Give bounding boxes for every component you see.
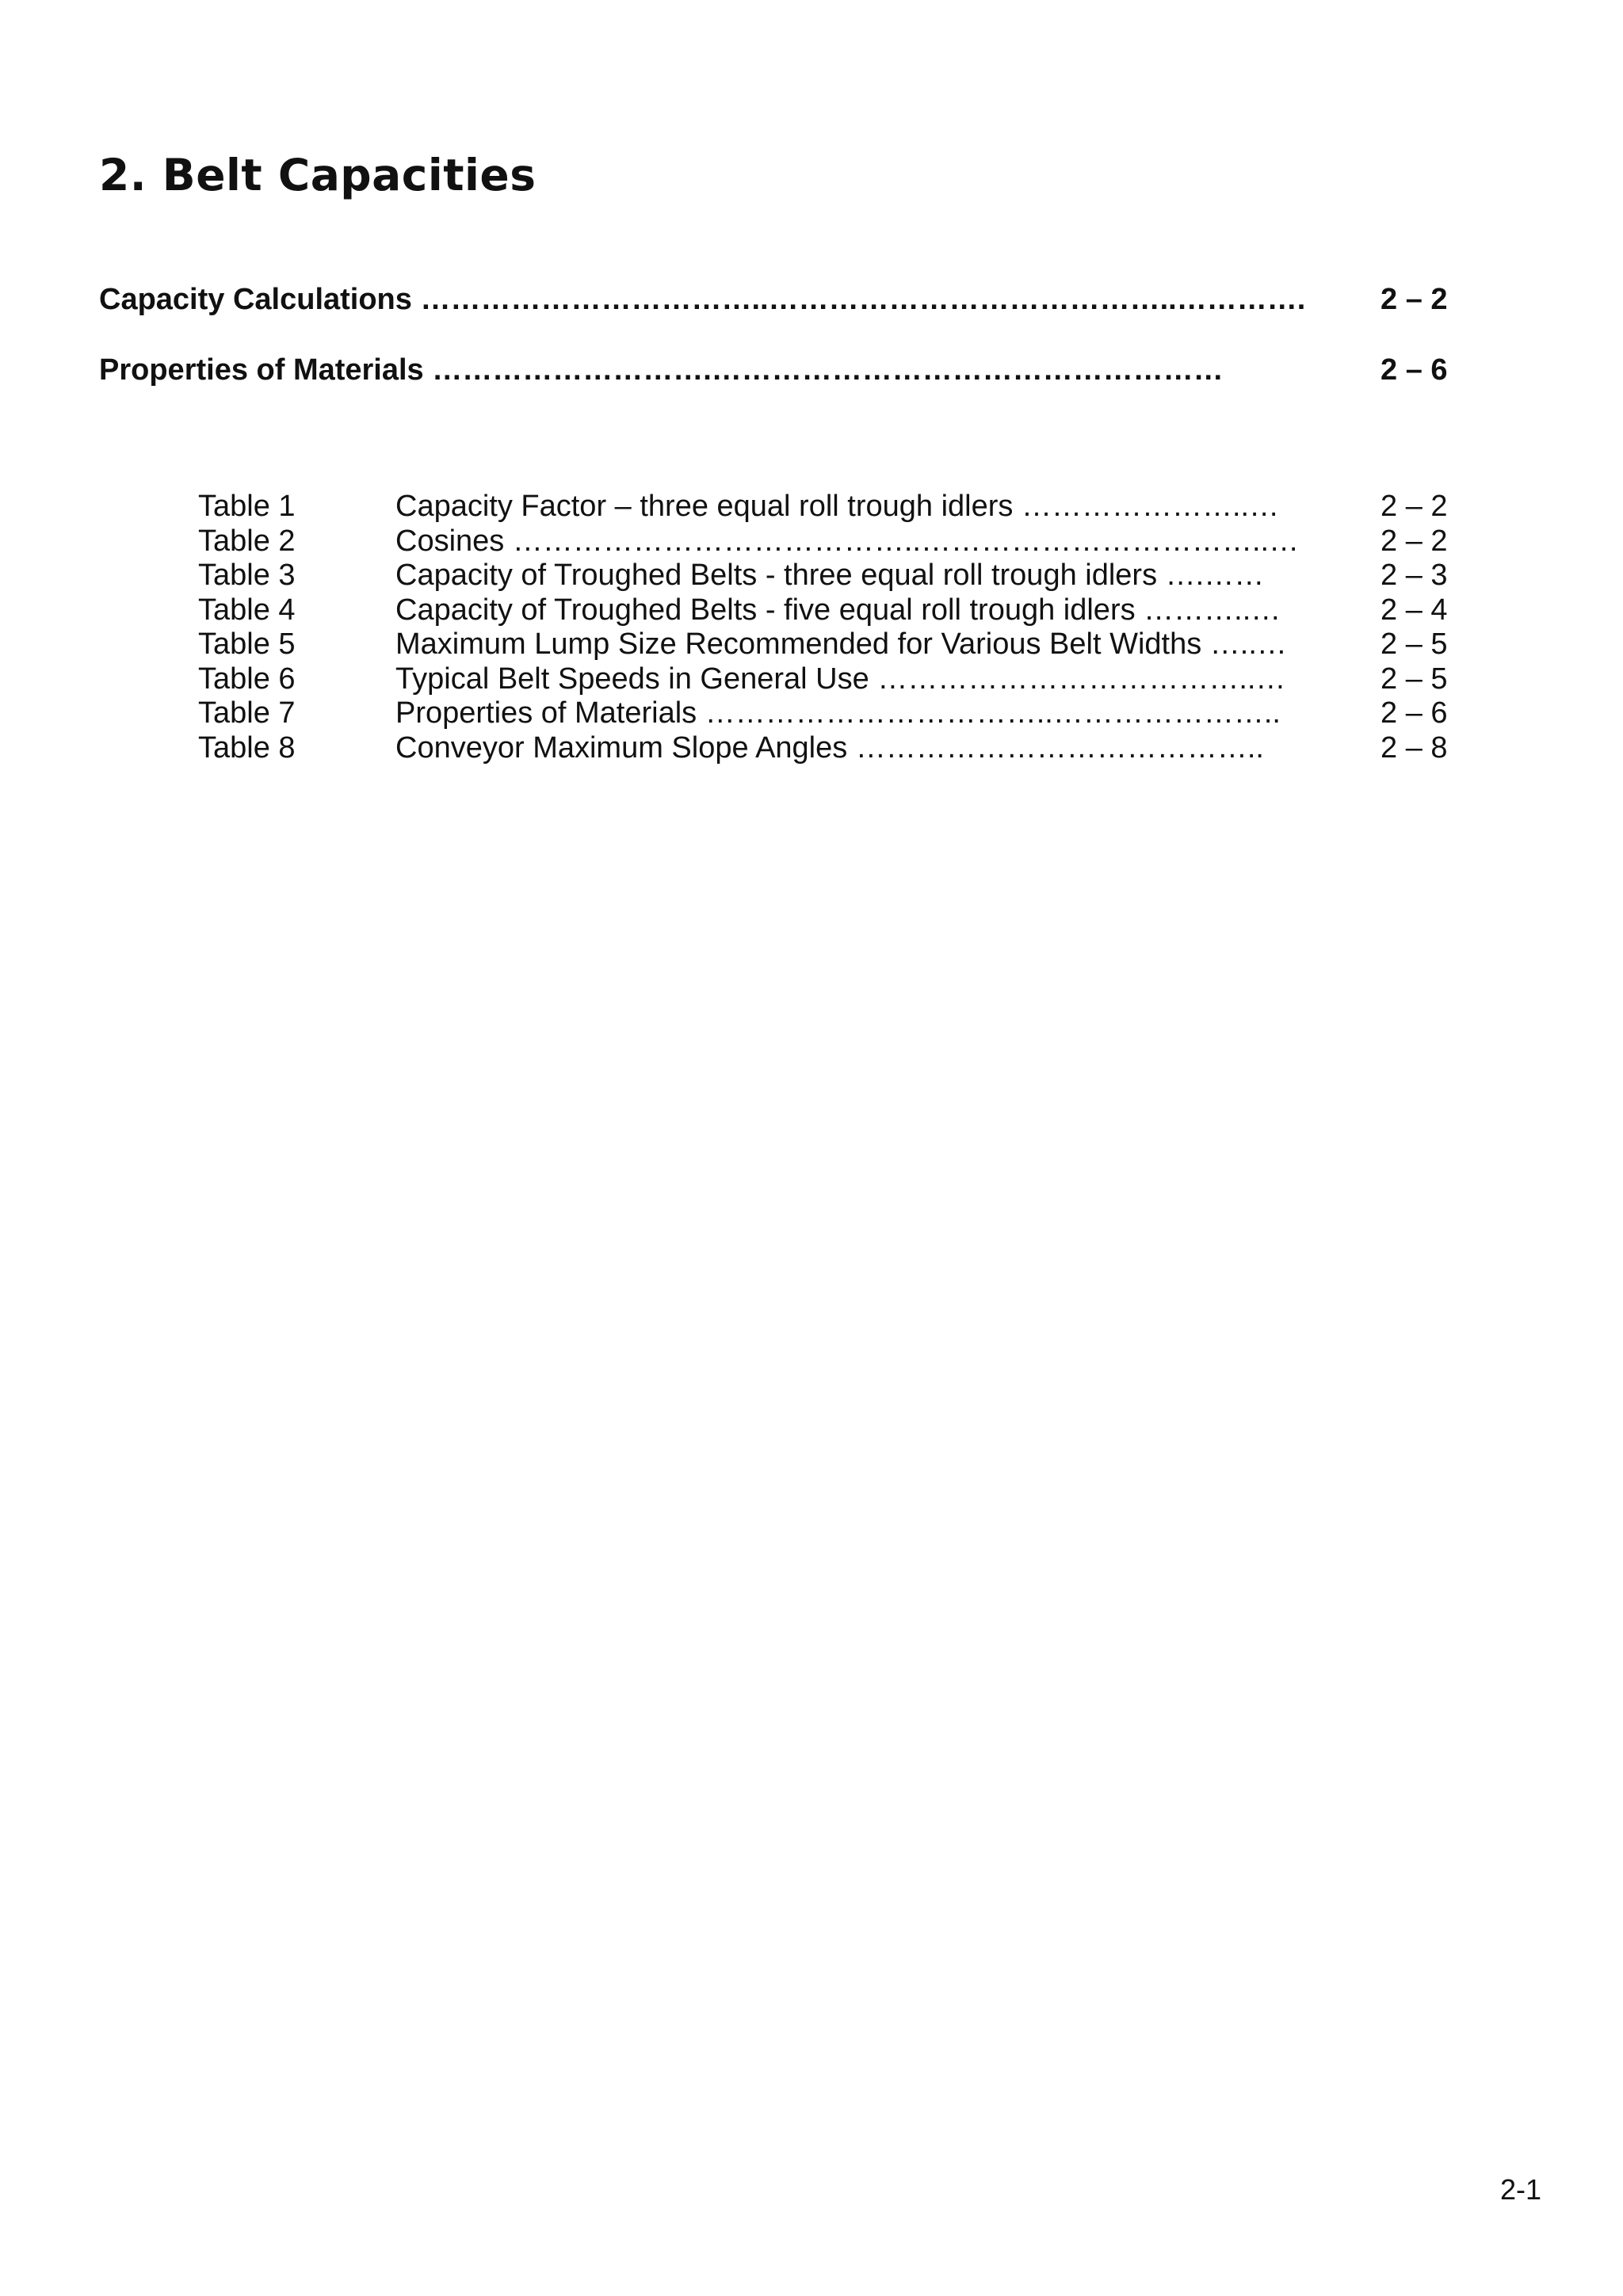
- table-entry-7[interactable]: [198, 696, 1466, 731]
- toc-entry-page: 2 – 2: [1381, 283, 1448, 316]
- table-page: 2 – 4: [1381, 593, 1448, 627]
- table-page: 2 – 6: [1381, 696, 1448, 730]
- table-entry-6[interactable]: [198, 662, 1466, 697]
- table-title: Capacity of Troughed Belts - three equal roll trough idlers ….……: [395, 559, 1265, 592]
- toc-entry-text: Capacity Calculations ……………………………..…………………………………..………….: [99, 283, 1306, 316]
- table-title: Properties of Materials ……………………………..…………………..: [395, 696, 1281, 730]
- table-label: Table 1: [198, 490, 296, 523]
- table-label: Table 6: [198, 662, 296, 696]
- table-title: Cosines …………………………………..……………………………..…: [395, 524, 1300, 558]
- table-title: Maximum Lump Size Recommended for Various Belt Widths …..…: [395, 627, 1287, 661]
- table-label: Table 5: [198, 627, 296, 661]
- table-title: Capacity Factor – three equal roll trough idlers …………………..…: [395, 490, 1280, 523]
- table-label: Table 4: [198, 593, 296, 627]
- table-label: Table 8: [198, 730, 296, 765]
- table-entry-8[interactable]: [198, 731, 1466, 766]
- table-page: 2 – 3: [1381, 559, 1448, 592]
- page-title: 2. Belt Capacities: [99, 150, 537, 200]
- table-page: 2 – 5: [1381, 627, 1448, 661]
- table-title: Capacity of Troughed Belts - five equal roll trough idlers ………..…: [395, 593, 1281, 627]
- table-page: 2 – 8: [1381, 730, 1448, 765]
- table-entry-3[interactable]: [198, 559, 1466, 593]
- table-entry-1[interactable]: [198, 490, 1466, 524]
- table-page: 2 – 2: [1381, 524, 1448, 558]
- toc-entry-text: Properties of Materials ……………………….……………………………………………: [99, 353, 1224, 387]
- table-page: 2 – 2: [1381, 490, 1448, 523]
- toc-entry-page: 2 – 6: [1381, 353, 1448, 387]
- table-list: [198, 490, 1466, 765]
- table-label: Table 2: [198, 524, 296, 558]
- page-number: 2-1: [1500, 2173, 1542, 2206]
- table-title: Conveyor Maximum Slope Angles …………………………………..: [395, 730, 1264, 765]
- table-entry-2[interactable]: [198, 524, 1466, 559]
- table-label: Table 3: [198, 559, 296, 592]
- table-label: Table 7: [198, 696, 296, 730]
- table-entry-5[interactable]: [198, 627, 1466, 662]
- table-entry-4[interactable]: [198, 593, 1466, 628]
- table-title: Typical Belt Speeds in General Use ………………………………..…: [395, 662, 1286, 696]
- table-page: 2 – 5: [1381, 662, 1448, 696]
